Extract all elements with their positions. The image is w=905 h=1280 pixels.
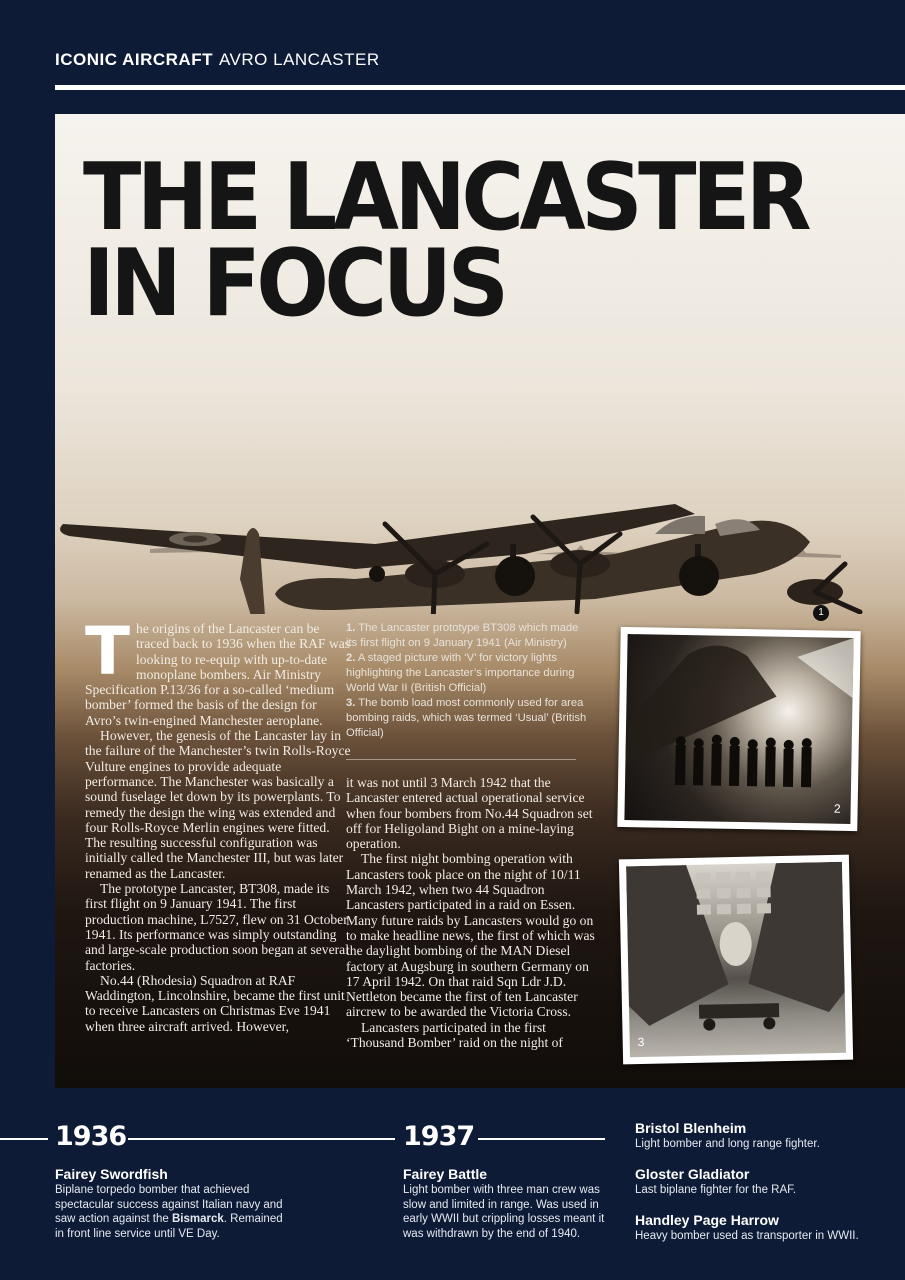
article-column-1 (85, 613, 353, 1034)
bomb-bay-illustration (626, 862, 846, 1057)
timeline-entry-fairey-battle (403, 1166, 608, 1241)
title-line-2: IN FOCUS (83, 229, 505, 337)
page-title (83, 143, 808, 337)
aircraft-name: Bristol Blenheim (635, 1120, 747, 1136)
caption-3: 3. The bomb load most commonly used for area bombing raids, which was termed ‘Usual’ (British Official) (346, 697, 587, 739)
silhouette-crew-illustration (624, 634, 853, 824)
title-line-1: THE LANCASTER (83, 143, 808, 251)
section-subject: AVRO LANCASTER (218, 50, 380, 69)
timeline-rule (478, 1138, 605, 1140)
aircraft-description: Biplane torpedo bomber that achieved spectacular success against Italian navy and saw action against the Bismarck. Remained in front line service until VE Day. (55, 1184, 283, 1240)
photo-captions (346, 621, 591, 741)
header-rule (55, 85, 905, 90)
aircraft-description: Light bomber and long range fighter. (635, 1138, 820, 1150)
article-paragraph: Lancasters participated in the first ‘Thousand Bomber’ raid on the night of (346, 1019, 563, 1051)
timeline-entry-blenheim (635, 1120, 885, 1152)
timeline-rule (128, 1138, 395, 1140)
section-header (55, 50, 380, 74)
caption-2: 2. A staged picture with ‘V’ for victory lights highlighting the Lancaster’s importance during World War II (British Official) (346, 652, 575, 694)
hero-photo-panel (55, 114, 905, 1088)
aircraft-name: Fairey Swordfish (55, 1166, 168, 1182)
photo-3-bomb-load (619, 855, 853, 1065)
article-paragraph: it was not until 3 March 1942 that the Lancaster entered actual operational service when four bombers from No.44 Squadron set off for Heligoland Bight on a mine-laying operation. (346, 775, 593, 852)
timeline-year-1937: 1937 (403, 1121, 475, 1152)
section-name: ICONIC AIRCRAFT (55, 50, 213, 69)
timeline-rule (0, 1138, 48, 1140)
article-paragraph: However, the genesis of the Lancaster lay in the failure of the Manchester’s twin Rolls-Royce Vulture engines to provide adequate performance. The Manchester was basically a sound fuselage let down by its powerplants. To remedy the design the wing was extended and four Rolls-Royce Merlin engines were fitted. The resulting successful configuration was initially called the Manchester III, but was later renamed as the Lancaster. (85, 728, 351, 881)
article-paragraph: No.44 (Rhodesia) Squadron at RAF Waddington, Lincolnshire, became the first unit to receive Lancasters on Christmas Eve 1941 when three aircraft arrived. However, (85, 972, 345, 1034)
article-paragraph: The first night bombing operation with Lancasters took place on the night of 10/11 March 1942, when two 44 Squadron Lancasters participated in a raid on Essen. Many future raids by Lancasters would go on to make headline news, the first of which was the daylight bombing of the MAN Diesel factory at Augsburg in southern Germany on 17 April 1942. On that raid Sqn Ldr J.D. Nettleton became the first of ten Lancaster aircrew to be awarded the Victoria Cross. (346, 851, 595, 1020)
drop-cap: T (85, 613, 131, 690)
timeline-entry-gladiator (635, 1166, 885, 1198)
caption-divider (346, 759, 576, 760)
timeline-year-1936: 1936 (55, 1121, 127, 1152)
article-paragraph: he origins of the Lancaster can be traced back to 1936 when the RAF was looking to re-equip with up-to-date monoplane bombers. Air Ministry Specification P.13/36 for a so-called ‘medium bomber’ formed the basis of the design for Avro’s twin-engined Manchester aeroplane. (85, 621, 351, 728)
photo-3-number: 3 (637, 1034, 645, 1050)
landing-gear-illustration (55, 544, 905, 604)
photo-1-number: 1 (813, 605, 829, 621)
photo-2-victory-lights (617, 627, 860, 831)
aircraft-name: Gloster Gladiator (635, 1166, 750, 1182)
aircraft-name: Handley Page Harrow (635, 1212, 779, 1228)
aircraft-description: Last biplane fighter for the RAF. (635, 1184, 797, 1196)
aircraft-name: Fairey Battle (403, 1166, 488, 1182)
timeline-entry-harrow (635, 1212, 885, 1244)
article-paragraph: The prototype Lancaster, BT308, made its first flight on 9 January 1941. The first production machine, L7527, flew on 31 October 1941. Its performance was simply outstanding and large-scale production soon began at several factories. (85, 881, 349, 973)
photo-2-number: 2 (833, 801, 841, 816)
timeline-entry-swordfish (55, 1166, 285, 1241)
aircraft-description: Light bomber with three man crew was slow and limited in range. Was used in early WWII but crippling losses meant it was withdrawn by the end of 1940. (403, 1184, 605, 1240)
caption-1: 1. The Lancaster prototype BT308 which made its first flight on 9 January 1941 (Air Ministry) (346, 622, 579, 649)
aircraft-description: Heavy bomber used as transporter in WWII. (635, 1230, 859, 1242)
article-column-2 (346, 775, 604, 1050)
